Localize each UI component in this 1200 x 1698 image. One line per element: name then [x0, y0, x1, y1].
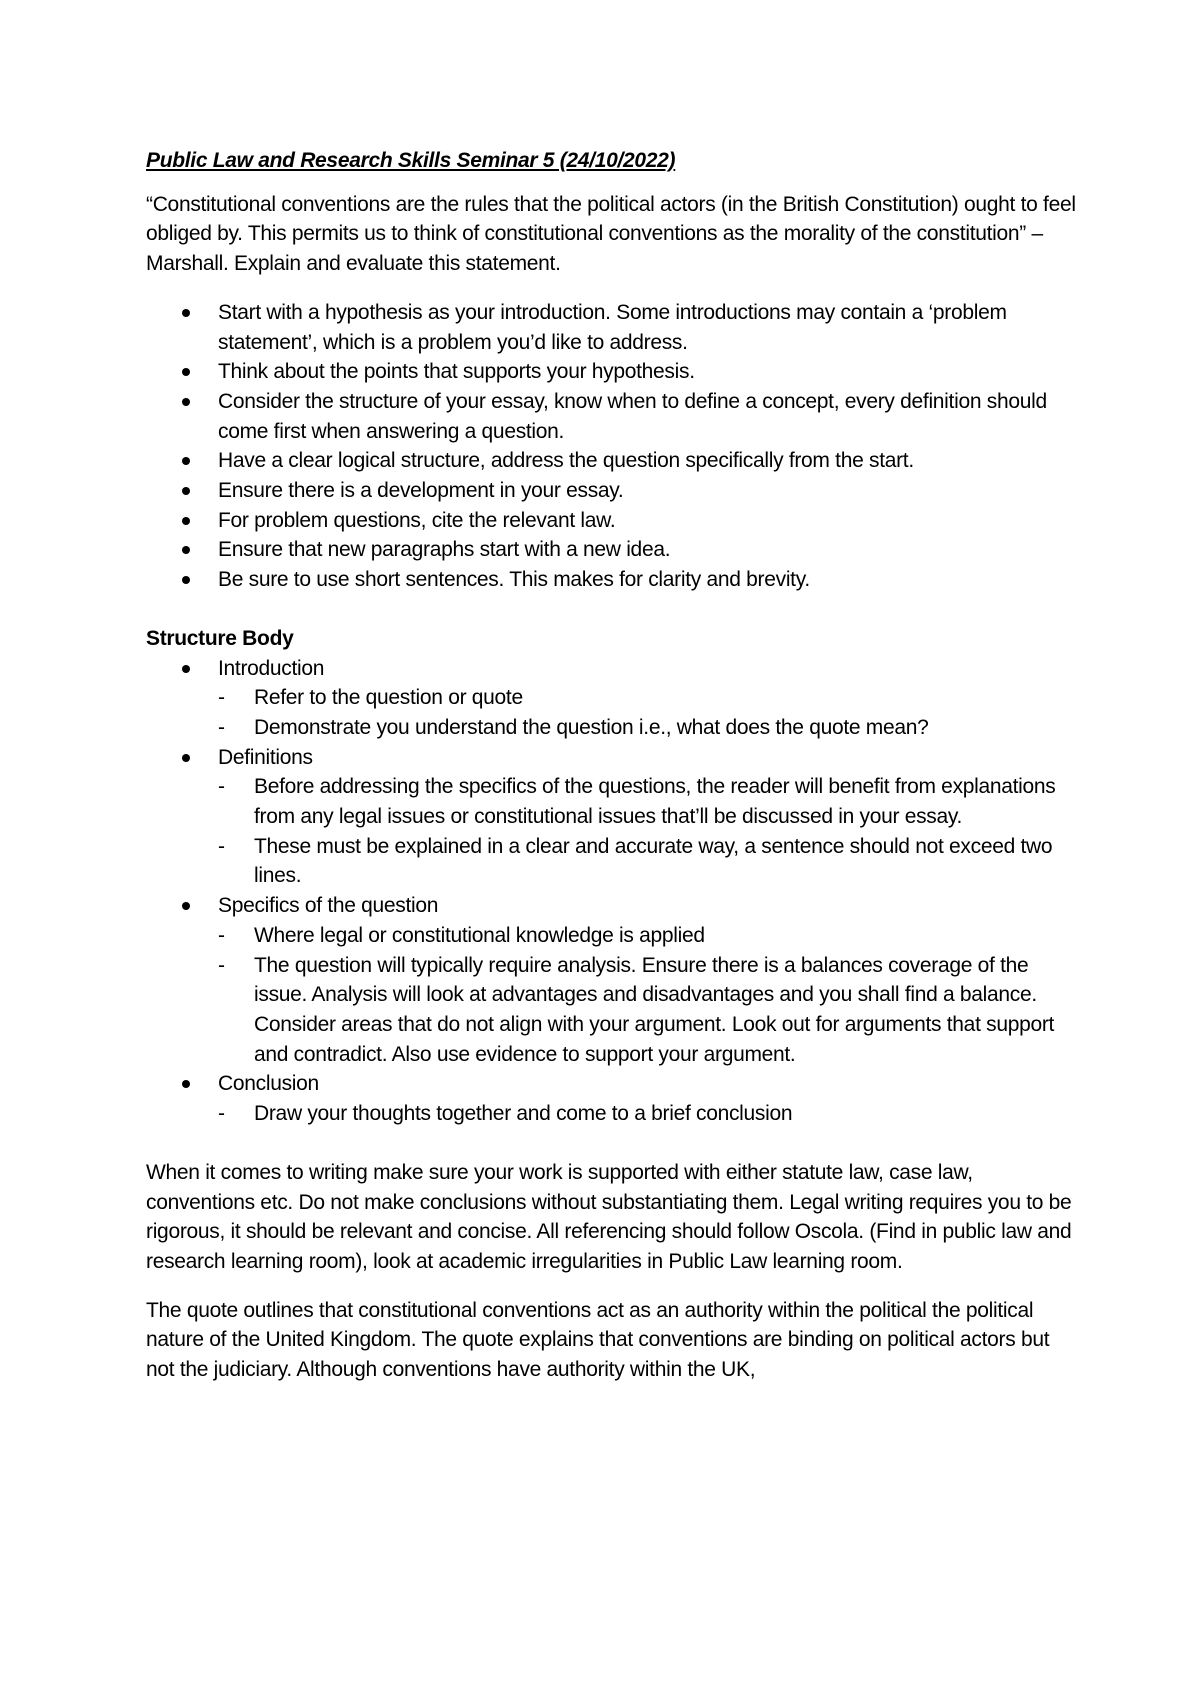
section-point: [218, 832, 1076, 891]
section-point: [218, 1099, 1076, 1129]
point-text: The question will typically require analysis. Ensure there is a balances coverage of the issue. Analysis will look at advantages and disadvantages and you shall find a balance. Consider areas that do not align with your argument. Look out for arguments that support and contradict. Also use evidence to support your argument.: [254, 953, 1055, 1066]
bullet-icon: [182, 576, 190, 584]
point-text: Demonstrate you understand the question i.e., what does the quote mean?: [254, 715, 929, 739]
bullet-icon: [182, 487, 190, 495]
structure-heading: Structure Body: [146, 626, 294, 650]
section-point: [218, 951, 1076, 1070]
bullet-icon: [182, 457, 190, 465]
tip-text: Have a clear logical structure, address the question specifically from the start.: [218, 449, 914, 473]
section-point: [218, 772, 1076, 831]
tip-item: [146, 446, 1076, 476]
tip-text: Consider the structure of your essay, know when to define a concept, every definition should come first when answering a question.: [218, 389, 1047, 443]
section-label: Conclusion: [218, 1072, 319, 1096]
section-point: [218, 713, 1076, 743]
tip-text: Start with a hypothesis as your introduction. Some introductions may contain a ‘problem statement’, which is a problem you’d like to address.: [218, 300, 1007, 354]
section-points: [218, 1099, 1076, 1129]
dash-marker: -: [218, 923, 225, 947]
bullet-icon: [182, 398, 190, 406]
section-point: [218, 921, 1076, 951]
dash-marker: -: [218, 775, 225, 799]
dash-marker: -: [218, 715, 225, 739]
section-points: [218, 683, 1076, 742]
bullet-icon: [182, 517, 190, 525]
document-page: [146, 146, 1076, 1404]
bullet-icon: [182, 309, 190, 317]
tip-text: Be sure to use short sentences. This makes for clarity and brevity.: [218, 568, 810, 592]
section-label: Definitions: [218, 745, 313, 769]
tip-text: For problem questions, cite the relevant law.: [218, 508, 616, 532]
quote-paragraph: The quote outlines that constitutional conventions act as an authority within the political the political nature of the United Kingdom. The quote explains that conventions are binding on political actors but not the judiciary. Although conventions have authority within the UK,: [146, 1298, 1050, 1382]
tip-item: [146, 565, 1076, 595]
structure-section: [146, 743, 1076, 892]
tip-item: [146, 298, 1076, 357]
tip-item: [146, 357, 1076, 387]
tip-text: Ensure that new paragraphs start with a new idea.: [218, 538, 671, 562]
dash-marker: -: [218, 686, 225, 710]
tips-list: [146, 298, 1076, 595]
bullet-icon: [182, 665, 190, 673]
bullet-icon: [182, 546, 190, 554]
section-label: Introduction: [218, 656, 325, 680]
point-text: Draw your thoughts together and come to a brief conclusion: [254, 1102, 793, 1126]
bullet-icon: [182, 902, 190, 910]
bullet-icon: [182, 754, 190, 762]
tip-text: Ensure there is a development in your essay.: [218, 479, 624, 503]
structure-list: [146, 654, 1076, 1129]
spacer: [146, 595, 1076, 624]
tip-item: [146, 387, 1076, 446]
point-text: Before addressing the specifics of the questions, the reader will benefit from explanations from any legal issues or constitutional issues that’ll be discussed in your essay.: [254, 775, 1056, 829]
bullet-icon: [182, 1080, 190, 1088]
essay-question: “Constitutional conventions are the rules that the political actors (in the British Constitution) ought to feel obliged by. This permits us to think of constitutional conventions as the morality of the constitution” – Marshall. Explain and evaluate this statement.: [146, 192, 1076, 276]
bullet-icon: [182, 368, 190, 376]
structure-section: [146, 654, 1076, 743]
section-label: Specifics of the question: [218, 894, 439, 918]
dash-marker: -: [218, 1102, 225, 1126]
tip-item: [146, 506, 1076, 536]
dash-marker: -: [218, 834, 225, 858]
writing-paragraph: When it comes to writing make sure your work is supported with either statute law, case law, conventions etc. Do not make conclusions without substantiating them. Legal writing requires you to be rigorous, it should be relevant and concise. All referencing should follow Oscola. (Find in public law and research learning room), look at academic irregularities in Public Law learning room.: [146, 1160, 1072, 1273]
point-text: These must be explained in a clear and accurate way, a sentence should not exceed two lines.: [254, 834, 1053, 888]
structure-section: [146, 891, 1076, 1069]
document-title: Public Law and Research Skills Seminar 5 (24/10/2022): [146, 149, 676, 172]
spacer: [146, 1129, 1076, 1158]
section-points: [218, 772, 1076, 891]
dash-marker: -: [218, 953, 225, 977]
tip-item: [146, 476, 1076, 506]
structure-section: [146, 1069, 1076, 1128]
tip-text: Think about the points that supports your hypothesis.: [218, 360, 695, 384]
point-text: Where legal or constitutional knowledge is applied: [254, 923, 705, 947]
section-point: [218, 683, 1076, 713]
point-text: Refer to the question or quote: [254, 686, 523, 710]
section-points: [218, 921, 1076, 1070]
tip-item: [146, 535, 1076, 565]
